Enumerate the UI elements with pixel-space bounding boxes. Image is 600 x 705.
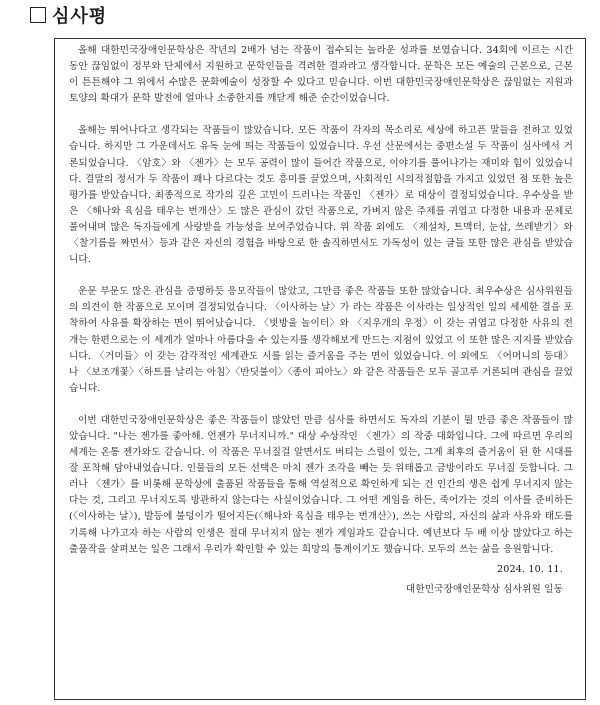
paragraph-closing: 이번 대한민국장애인문학상은 좋은 작품들이 많았던 만큼 심사를 하면서도 독자의 기분이 뭘 만큼 좋은 작품들이 많았습니다. "나는 젠가를 좋아해. 언젠가 무너지니까." 대상 수상작인 〈젠가〉의 작중 대화입니다. 그에 따르면 우리의 세계는 온통 젠가와도 같습니다. 이 작품은 무너질걸 알면서도 버티는 스릴이 있는, 그게 최후의 즐거움이 된 한 시대를 잘 포착해 담아내었습니다. 인물들의 모든 선택은 마치 젠가 조각을 빼는 듯 위태롭고 금방이라도 무너질 듯합니다. 그러나 〈젠가〉를 비롯해 문학상에 출품된 작품들을 통해 역설적으로 확인하게 되는 건 인간의 생은 쉽게 무너지지 않는다는 것, 그리고 무너지도록 방관하지 않는다는 사실이었습니다. 그 어떤 게임을 하든, 죽어가는 것의 이사를 준비하든(〈이사하는 날〉), 발등에 불덩이가 떨어지든(〈해나와 육심을 태우는 번개산〉), 쓰는 사람의, 자신의 삶과 사유와 태도를 기록해 나가고자 하는 사람의 인생은 절대 무너지지 않는 젠가 게임과도 같습니다. 예년보다 두 배 이상 많았다고 하는 출품작을 살펴보는 일은 그래서 우리가 확인할 수 있는 희망의 통계이기도 했습니다. 모두의 쓰는 삶을 응원합니다. <box>69 414 573 555</box>
section-title <box>30 2 107 28</box>
review-date: 2024. 10. 11. <box>496 563 563 575</box>
review-box <box>54 38 586 700</box>
paragraph-poetry: 운문 부문도 많은 관심을 증명하듯 응모작들이 많았고, 그만큼 좋은 작품들 또한 많았습니다. 최우수상은 심사위원들의 의견이 한 작품으로 모이며 결정되었습니다. 〈이사하는 날〉가 라는 작품은 이사라는 일상적인 일의 세세한 결을 포착하여 사유를 확장하는 면이 뛰어났습니다. 〈빗방울 놀이터〉와 〈지우개의 우정〉이 갖는 귀엽고 다정한 사유의 전개는 한편으로는 이 세계가 얼마나 아름다울 수 있는지를 생각해보게 만드는 지점이 있었고 이 또한 많은 지지를 받았습니다. 〈거미들〉이 갖는 감각적인 세계관도 시를 읽는 즐거움을 주는 면이 있었습니다. 이 외에도 〈어머니의 등대〉나 〈보조개꽃〉〈하트를 날리는 아침〉〈반딧불이〉〈종이 피아노〉와 같은 작품들은 모두 골고루 거론되며 관심을 끌었습니다. <box>69 286 573 394</box>
paragraph-intro: 올해 대한민국장애인문학상은 작년의 2배가 넘는 작품이 접수되는 놀라운 성과를 보였습니다. 34회에 이르는 시간 동안 끊임없이 정부와 단체에서 지원하고 문학인들을 격려한 결과라고 생각합니다. 문학은 모든 예술의 근본으로, 근본이 튼튼해야 그 위에서 수많은 문화예술이 성장할 수 있다고 믿습니다. 이번 대한민국장애인문학상은 끊임없는 지원과 토양의 확대가 문학 발전에 얼마나 소중한지를 깨닫게 해준 순간이었습니다. <box>69 45 573 105</box>
page-title: 심사평 <box>52 6 108 27</box>
paragraph-prose: 올해는 뛰어나다고 생각되는 작품들이 많았습니다. 모든 작품이 각자의 목소리로 세상에 하고픈 말들을 전하고 있었습니다. 하지만 그 가운데서도 유독 눈에 띄는 작품들이 있었습니다. 우선 산문에서는 중편소설 두 작품이 심사에서 거론되었습니다. 〈암호〉와 〈젠가〉는 모두 공력이 많이 들어간 작품으로, 이야기를 풀어나가는 재미와 힘이 있었습니다. 결말의 정서가 두 작품이 꽤나 다르다는 것도 흥미를 끌었으며, 사회적인 시의적절함을 가지고 있었던 점 또한 높은 평가를 받았습니다. 최종적으로 작가의 깊은 고민이 드러나는 작품인 〈젠가〉로 대상이 결정되었습니다. 우수상을 받은 〈해나와 육심을 태우는 번개산〉도 많은 관심이 갔던 작품으로, 가벼지 않은 주제를 귀엽고 다정한 내용과 문체로 풀어내며 많은 독자들에게 사랑받을 가능성을 보여주었습니다. 위 작품 외에도 〈제설차, 트맥터, 눈삽, 쓰레받기〉와 〈찰기름을 짜면서〉등과 같은 자신의 경험을 바탕으로 한 솔직하면서도 가독성이 있는 글들 또한 많은 관심을 받았습니다. <box>69 125 573 266</box>
signature: 대한민국장애인문학상 심사위원 일동 <box>405 583 563 595</box>
checkbox-icon <box>30 7 46 23</box>
